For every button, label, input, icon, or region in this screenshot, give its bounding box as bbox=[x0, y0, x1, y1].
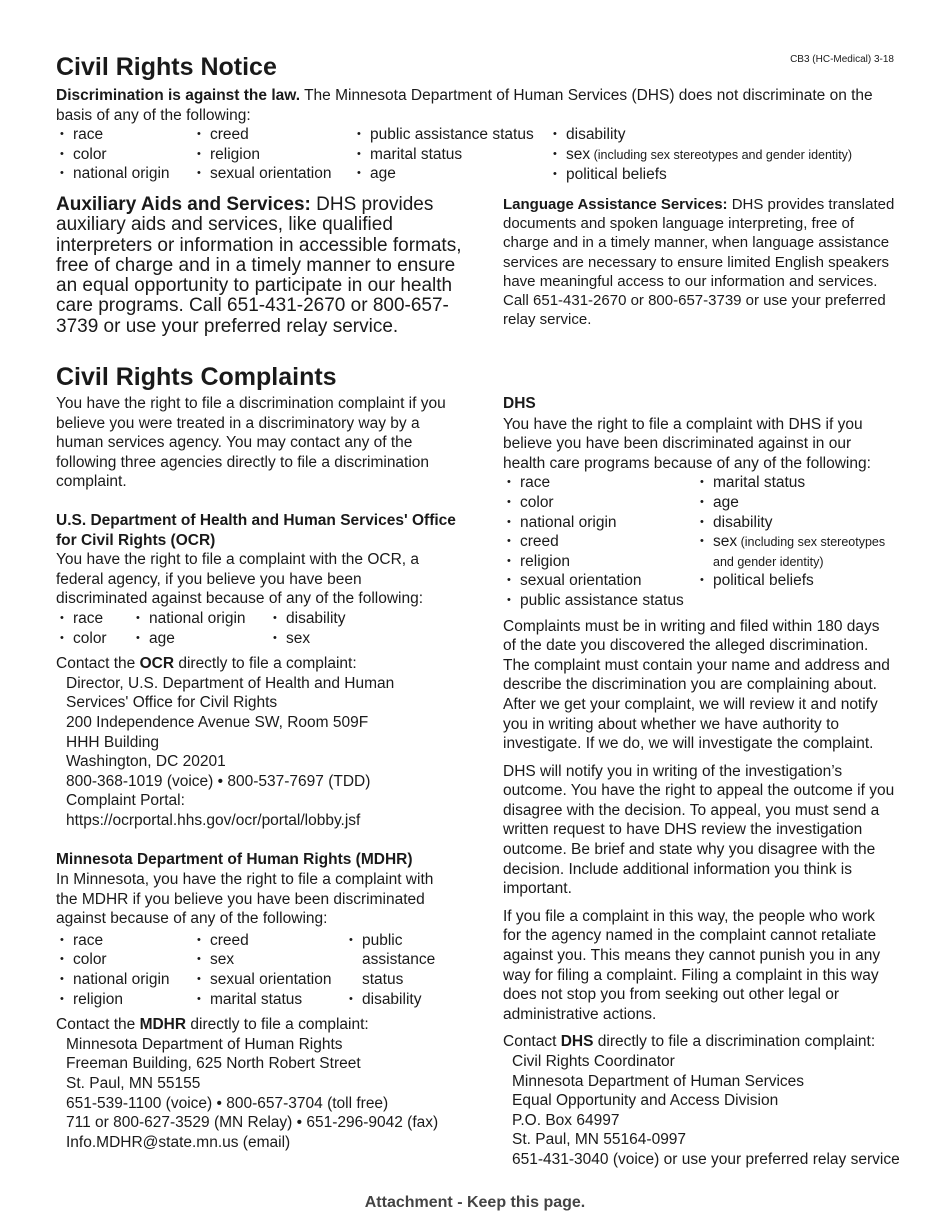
list-item: • disability bbox=[549, 125, 889, 145]
mdhr-address bbox=[56, 1035, 456, 1153]
bases-col-3 bbox=[353, 125, 549, 185]
address-line: Freeman Building, 625 North Robert Street bbox=[66, 1055, 361, 1073]
address-line[interactable]: https://ocrportal.hhs.gov/ocr/portal/lobby.jsf bbox=[66, 811, 361, 829]
sex-label: sex bbox=[713, 533, 738, 551]
address-line: Minnesota Department of Human Services bbox=[512, 1072, 805, 1090]
list-item: • religion bbox=[56, 990, 193, 1010]
law-bold: Discrimination is against the law. bbox=[56, 87, 301, 104]
list-item: • political beliefs bbox=[549, 165, 889, 185]
address-line: Complaint Portal: bbox=[66, 792, 185, 810]
dhs-col-1 bbox=[503, 473, 696, 610]
dhs-contact bbox=[503, 1032, 895, 1052]
list-item: • sexual orientation bbox=[193, 970, 345, 990]
mdhr-text: In Minnesota, you have the right to file a complaint with the MDHR if you believe you have been discriminated against because of any of the following: bbox=[56, 871, 434, 928]
list-item: • sex bbox=[193, 950, 345, 970]
list-item: • age bbox=[132, 629, 269, 649]
auxiliary-bold: Auxiliary Aids and Services: bbox=[56, 194, 311, 215]
dhs-para-3: If you file a complaint in this way, the people who work for the agency named in the complaint cannot retaliate against you. This means they cannot punish you in any way for filing a complaint. Filing a complaint in this way does not stop you from seeking out other legal or administrative actions. bbox=[503, 907, 881, 1023]
ocr-text: You have the right to file a complaint with the OCR, a federal agency, if you believe you have been discriminated against because of any of the following: bbox=[56, 551, 424, 608]
mdhr-contact-bold: MDHR bbox=[139, 1016, 187, 1034]
ocr-contact bbox=[56, 654, 456, 674]
dhs-contact-suffix: directly to file a discrimination complaint: bbox=[593, 1033, 876, 1051]
list-item: • disability bbox=[269, 609, 399, 629]
address-line: Equal Opportunity and Access Division bbox=[512, 1092, 779, 1110]
language-bold: Language Assistance Services: bbox=[503, 196, 728, 213]
dhs-contact-bold: DHS bbox=[560, 1033, 594, 1051]
ocr-address bbox=[56, 674, 456, 831]
list-item: • race bbox=[56, 931, 193, 951]
dhs-heading: DHS bbox=[503, 395, 536, 412]
address-line: 200 Independence Avenue SW, Room 509F bbox=[66, 713, 369, 731]
list-item: • creed bbox=[193, 125, 353, 145]
bases-col-2 bbox=[193, 125, 353, 185]
notice-title: Civil Rights Notice bbox=[56, 53, 277, 81]
list-item: • creed bbox=[193, 931, 345, 951]
notice-section bbox=[56, 52, 896, 185]
law-text: The Minnesota Department of Human Services (DHS) does not discriminate on the basis of any of the following: bbox=[56, 87, 873, 124]
address-line: Director, U.S. Department of Health and Human bbox=[66, 674, 395, 692]
mdhr-bases bbox=[56, 931, 456, 1009]
list-item: • sexual orientation bbox=[193, 164, 353, 184]
list-item: • marital status bbox=[193, 990, 345, 1010]
address-line: Civil Rights Coordinator bbox=[512, 1053, 675, 1070]
dhs-para-1: Complaints must be in writing and filed within 180 days of the date you discovered the alleged discrimination. The complaint must contain your name and address and describe the discrimination you are complaining about. After we get your complaint, we will review it and notify you in writing about whether we have authority to investigate. If we do, we will investigate the complaint. bbox=[503, 617, 890, 753]
address-line: 711 or 800-627-3529 (MN Relay) • 651-296-9042 (fax) bbox=[66, 1114, 439, 1132]
list-item: • disability bbox=[696, 513, 886, 533]
auxiliary-text: DHS provides auxiliary aids and services, like qualified interpreters or information in accessible formats, free of charge and in a timely manner to ensure an equal opportunity to participate in our health care programs. Call 651-431-2670 or 800-657-3739 or use your preferred relay service. bbox=[56, 194, 462, 337]
list-item: • national origin bbox=[503, 513, 696, 533]
list-item: • age bbox=[696, 493, 886, 513]
address-line: 651-431-3040 (voice) or use your preferred relay service bbox=[512, 1150, 900, 1168]
dhs-text: You have the right to file a complaint with DHS if you believe you have been discriminated against in our health care programs because of any of the following: bbox=[503, 415, 871, 472]
ocr-col-3 bbox=[269, 609, 399, 648]
list-item: • sexual orientation bbox=[503, 571, 696, 591]
list-item: • religion bbox=[193, 145, 353, 165]
page-footer: Attachment - Keep this page. bbox=[364, 1194, 586, 1211]
ocr-contact-suffix: directly to file a complaint: bbox=[174, 655, 357, 673]
sex-note: (including sex stereotypes and gender identity) bbox=[590, 147, 853, 162]
dhs-bases bbox=[503, 473, 895, 610]
list-item: • sex bbox=[269, 629, 399, 649]
address-line: P.O. Box 64997 bbox=[512, 1111, 620, 1129]
ocr-contact-bold: OCR bbox=[139, 655, 175, 673]
list-item: • political beliefs bbox=[696, 571, 886, 591]
list-item: • race bbox=[56, 609, 132, 629]
mdhr-contact bbox=[56, 1015, 456, 1035]
dhs-address bbox=[503, 1052, 900, 1170]
dhs-para-2: DHS will notify you in writing of the investigation’s outcome. You have the right to appeal the outcome if you disagree with the decision. To appeal, you must send a written request to have DHS review the investigation outcome. Be brief and state why you disagree with the decision. Include additional information you think is important. bbox=[503, 762, 895, 898]
address-line[interactable]: Info.MDHR@state.mn.us (email) bbox=[66, 1133, 291, 1151]
law-statement bbox=[56, 86, 896, 125]
ocr-contact-prefix: Contact the bbox=[56, 655, 140, 673]
list-item bbox=[696, 532, 886, 571]
list-item: • color bbox=[56, 145, 193, 165]
list-item: • public assistance status bbox=[345, 931, 441, 990]
mdhr-contact-suffix: directly to file a complaint: bbox=[186, 1016, 369, 1034]
list-item: • public assistance status bbox=[353, 125, 549, 145]
address-line: HHH Building bbox=[66, 733, 160, 751]
address-line: Minnesota Department of Human Rights bbox=[66, 1035, 343, 1053]
address-line: St. Paul, MN 55164-0997 bbox=[512, 1131, 687, 1149]
mdhr-contact-prefix: Contact the bbox=[56, 1016, 140, 1034]
mdhr-col-1 bbox=[56, 931, 193, 1009]
auxiliary-aids bbox=[56, 195, 476, 337]
bases-col-1 bbox=[56, 125, 193, 185]
language-assistance bbox=[503, 195, 895, 329]
ocr-col-2 bbox=[132, 609, 269, 648]
complaints-left-column bbox=[56, 362, 456, 1152]
dhs-contact-prefix: Contact bbox=[503, 1033, 561, 1051]
sex-label: sex bbox=[566, 145, 591, 163]
language-text: DHS provides translated documents and spoken language interpreting, free of charge and in a timely manner, when language assistance services are necessary to ensure limited English speakers have meaningful access to our information and services. Call 651-431-2670 or 800-657-3739 or use your preferred relay service. bbox=[503, 196, 895, 329]
ocr-bases bbox=[56, 609, 456, 648]
list-item: • national origin bbox=[56, 970, 193, 990]
address-line: Services' Office for Civil Rights bbox=[66, 694, 278, 712]
list-item bbox=[549, 145, 889, 166]
list-item: • national origin bbox=[56, 164, 193, 184]
complaints-title: Civil Rights Complaints bbox=[56, 363, 337, 391]
sex-note: (including sex stereotypes and gender identity) bbox=[713, 535, 886, 569]
list-item: • marital status bbox=[353, 145, 549, 165]
ocr-col-1 bbox=[56, 609, 132, 648]
form-id: CB3 (HC-Medical) 3-18 bbox=[790, 54, 894, 65]
address-line: St. Paul, MN 55155 bbox=[66, 1075, 201, 1092]
list-item: • color bbox=[56, 629, 132, 649]
list-item: • creed bbox=[503, 532, 696, 552]
list-item: • age bbox=[353, 164, 549, 184]
dhs-col-2 bbox=[696, 473, 886, 610]
list-item: • religion bbox=[503, 552, 696, 572]
notice-bases bbox=[56, 125, 896, 185]
list-item: • color bbox=[503, 493, 696, 513]
list-item: • color bbox=[56, 950, 193, 970]
address-line: 800-368-1019 (voice) • 800-537-7697 (TDD) bbox=[66, 772, 371, 790]
mdhr-heading: Minnesota Department of Human Rights (MDHR) bbox=[56, 851, 413, 869]
list-item: • public assistance status bbox=[503, 591, 696, 611]
mdhr-col-2 bbox=[193, 931, 345, 1009]
list-item: • marital status bbox=[696, 473, 886, 493]
address-line: Washington, DC 20201 bbox=[66, 753, 226, 771]
list-item: • national origin bbox=[132, 609, 269, 629]
mdhr-col-3 bbox=[345, 931, 441, 1009]
list-item: • race bbox=[56, 125, 193, 145]
bases-col-4 bbox=[549, 125, 889, 185]
address-line: 651-539-1100 (voice) • 800-657-3704 (toll free) bbox=[66, 1094, 389, 1112]
list-item: • race bbox=[503, 473, 696, 493]
dhs-column bbox=[503, 394, 900, 1170]
complaints-intro: You have the right to file a discrimination complaint if you believe you were treated in a discriminatory way by a human services agency. You may contact any of the following three agencies directly to file a discrimination complaint. bbox=[56, 395, 446, 491]
ocr-heading: U.S. Department of Health and Human Services' Office for Civil Rights (OCR) bbox=[56, 511, 456, 549]
list-item: • disability bbox=[345, 990, 441, 1010]
